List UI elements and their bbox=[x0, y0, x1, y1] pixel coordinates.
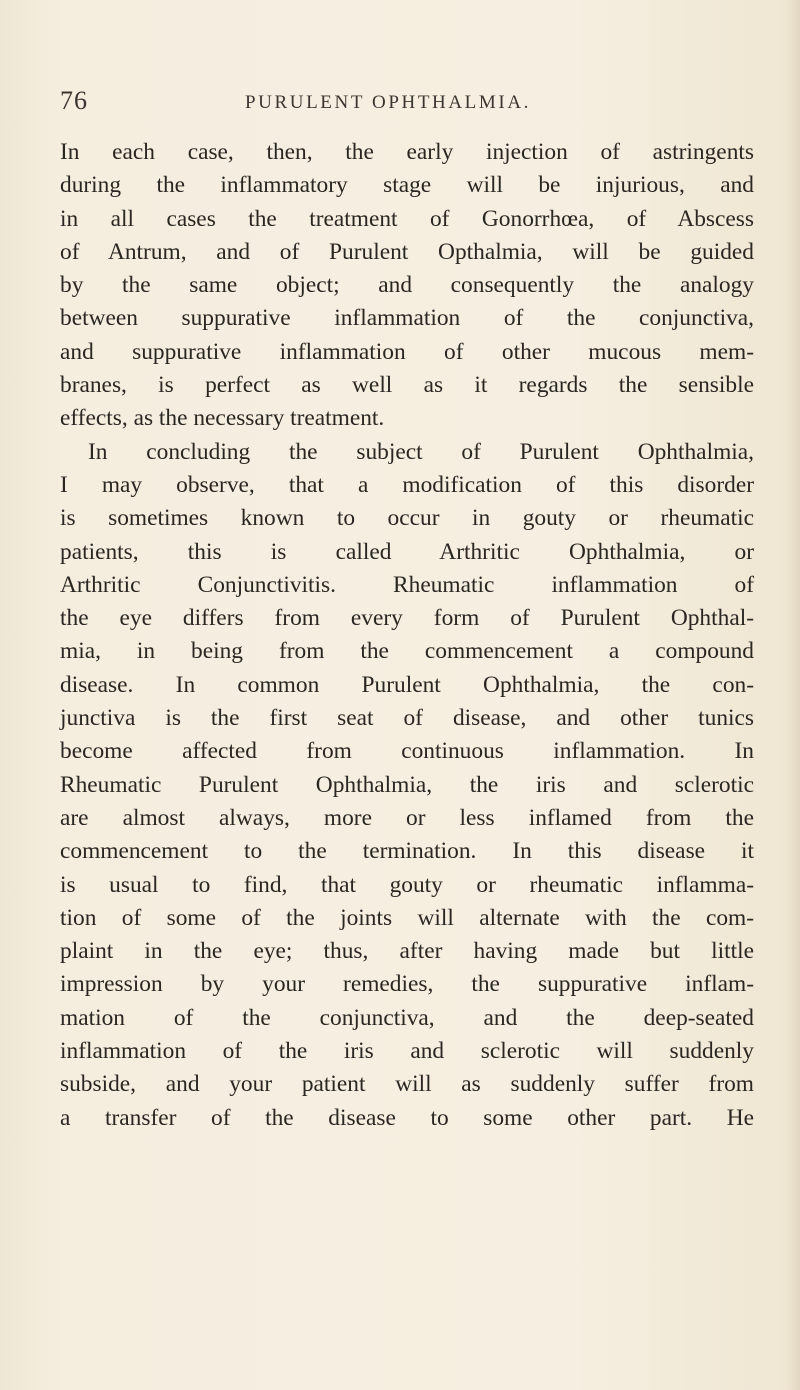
text-line: branes, is perfect as well as it regards the sensible bbox=[60, 372, 754, 399]
text-line: during the inflammatory stage will be injurious, and bbox=[60, 172, 754, 199]
text-line: is usual to find, that gouty or rheumatic inflamma- bbox=[60, 871, 754, 898]
text-line: and suppurative inflammation of other mucous mem- bbox=[60, 338, 754, 365]
running-head bbox=[60, 86, 760, 126]
text-line: inflammation of the iris and sclerotic will suddenly bbox=[60, 1038, 754, 1065]
text-line: by the same object; and consequently the analogy bbox=[60, 272, 754, 299]
text-line: subside, and your patient will as suddenly suffer from bbox=[60, 1071, 754, 1098]
text-line: Rheumatic Purulent Ophthalmia, the iris and sclerotic bbox=[60, 771, 754, 798]
text-line: are almost always, more or less inflamed from the bbox=[60, 804, 754, 831]
text-line: a transfer of the disease to some other part. He bbox=[60, 1104, 754, 1131]
text-line: in all cases the treatment of Gonorrhœa, of Abscess bbox=[60, 205, 754, 232]
text-line: I may observe, that a modification of this disorder bbox=[60, 471, 754, 498]
text-line: impression by your remedies, the suppurative inflam- bbox=[60, 971, 754, 998]
text-line-paragraph-end: effects, as the necessary treatment. bbox=[60, 405, 385, 432]
page-number: 76 bbox=[60, 86, 88, 115]
text-line: commencement to the termination. In this disease it bbox=[60, 838, 754, 865]
text-line: junctiva is the first seat of disease, and other tunics bbox=[60, 705, 754, 732]
text-line: tion of some of the joints will alternate with the com- bbox=[60, 904, 754, 931]
text-line: become affected from continuous inflammation. In bbox=[60, 738, 754, 765]
text-line: mation of the conjunctiva, and the deep-seated bbox=[60, 1004, 754, 1031]
text-line-paragraph-start: In concluding the subject of Purulent Ophthalmia, bbox=[88, 438, 754, 465]
text-line: disease. In common Purulent Ophthalmia, the con- bbox=[60, 671, 754, 698]
page-edge-shadow bbox=[786, 0, 800, 1390]
running-title: PURULENT OPHTHALMIA. bbox=[245, 92, 531, 113]
text-line: plaint in the eye; thus, after having made but little bbox=[60, 938, 754, 965]
text-line: between suppurative inflammation of the conjunctiva, bbox=[60, 305, 754, 332]
text-line: is sometimes known to occur in gouty or rheumatic bbox=[60, 505, 754, 532]
text-line: mia, in being from the commencement a compound bbox=[60, 638, 754, 665]
text-line: of Antrum, and of Purulent Opthalmia, will be guided bbox=[60, 238, 754, 265]
text-line: Arthritic Conjunctivitis. Rheumatic inflammation of bbox=[60, 571, 754, 598]
text-line: In each case, then, the early injection of astringents bbox=[60, 139, 754, 165]
body-text bbox=[60, 136, 754, 1135]
text-line: patients, this is called Arthritic Ophthalmia, or bbox=[60, 538, 754, 565]
text-line: the eye differs from every form of Purulent Ophthal- bbox=[60, 605, 754, 632]
